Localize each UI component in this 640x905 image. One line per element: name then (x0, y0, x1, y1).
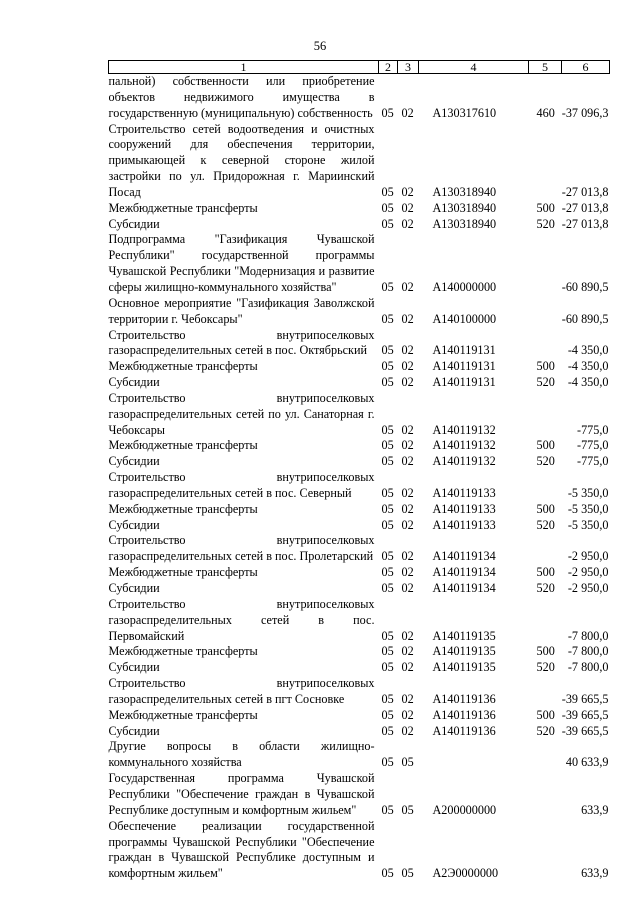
row-section: 05 (381, 105, 394, 120)
row-section: 05 (381, 184, 394, 199)
row-amount: 633,9 (581, 866, 609, 881)
row-section: 05 (381, 755, 394, 770)
row-amount: -39 665,5 (561, 691, 609, 706)
row-expense-type (529, 597, 562, 645)
table-row (109, 676, 610, 708)
row-expense-type (529, 470, 562, 502)
row-expense-type: 520 (536, 375, 555, 390)
row-subsection: 02 (401, 501, 414, 516)
row-amount: -7 800,0 (567, 660, 609, 675)
row-subsection: 02 (401, 723, 414, 738)
row-target-article: А140119135 (432, 644, 496, 659)
row-subsection: 05 (401, 866, 414, 881)
table-row (109, 660, 610, 676)
row-name: Субсидии (108, 581, 160, 595)
row-amount: 40 633,9 (565, 755, 609, 770)
row-target-article: А140119132 (432, 422, 496, 437)
table-row (109, 533, 610, 565)
row-target-article: А140119136 (432, 723, 496, 738)
row-target-article: А140100000 (432, 311, 497, 326)
column-header: 4 (419, 61, 529, 74)
row-name: Строительство внутрипоселковых газораспределительных сетей по ул. Санаторная г. Чебоксары (108, 390, 375, 437)
table-row (109, 708, 610, 724)
row-section: 05 (381, 279, 394, 294)
row-subsection: 02 (401, 454, 414, 469)
row-subsection: 02 (401, 343, 414, 358)
row-amount: -37 096,3 (561, 105, 609, 120)
row-amount: -2 950,0 (567, 581, 609, 595)
column-header: 6 (562, 61, 610, 74)
row-amount: -775,0 (577, 454, 609, 469)
row-target-article: А140119136 (432, 707, 496, 722)
row-name: Строительство внутрипоселковых газораспределительных сетей в пос. Пролетарский (108, 533, 375, 564)
row-section: 05 (381, 216, 394, 231)
row-section: 05 (381, 422, 394, 437)
row-section: 05 (381, 375, 394, 390)
row-name: Строительство внутрипоселковых газораспределительных сетей в пос. Первомайский (108, 596, 375, 643)
row-section: 05 (381, 454, 394, 469)
row-subsection: 02 (401, 279, 414, 294)
row-section: 05 (381, 565, 394, 580)
row-subsection: 02 (401, 200, 414, 215)
row-target-article: А140119136 (432, 691, 496, 706)
row-section: 05 (381, 691, 394, 706)
row-expense-type: 500 (536, 438, 555, 453)
table-row (109, 502, 610, 518)
row-expense-type (529, 771, 562, 819)
row-target-article: А140119131 (432, 375, 496, 390)
row-target-article: А140119133 (432, 501, 496, 516)
row-subsection: 02 (401, 216, 414, 231)
row-subsection: 02 (401, 707, 414, 722)
row-target-article: А140119135 (432, 660, 496, 675)
row-target-article (419, 739, 529, 771)
row-section: 05 (381, 501, 394, 516)
row-name: пальной) собственности или приобретение объектов недвижимого имущества в государственную (муниципальную) собственность (108, 74, 375, 120)
row-expense-type: 500 (536, 707, 555, 722)
column-header: 5 (529, 61, 562, 74)
row-subsection: 02 (401, 485, 414, 500)
row-amount: -5 350,0 (567, 485, 609, 500)
row-amount: 633,9 (581, 802, 609, 817)
row-amount: -4 350,0 (567, 375, 609, 390)
row-section: 05 (381, 723, 394, 738)
column-header: 2 (379, 61, 398, 74)
row-amount: -5 350,0 (567, 501, 609, 516)
table-row (109, 565, 610, 581)
row-name: Строительство внутрипоселковых газораспределительных сетей в пгт Сосновке (108, 676, 375, 706)
row-amount: -4 350,0 (567, 343, 609, 358)
row-amount: -4 350,0 (567, 359, 609, 374)
row-expense-type (529, 676, 562, 708)
row-amount: -27 013,8 (561, 200, 609, 215)
row-expense-type (529, 122, 562, 201)
row-section: 05 (381, 359, 394, 374)
column-header: 3 (398, 61, 419, 74)
table-row (109, 375, 610, 391)
table-row (109, 391, 610, 439)
row-subsection: 02 (401, 549, 414, 564)
row-name: Межбюджетные трансферты (108, 501, 258, 516)
row-subsection: 02 (401, 517, 414, 532)
row-amount: -7 800,0 (567, 628, 609, 643)
row-target-article: А140119131 (432, 343, 496, 358)
row-subsection: 02 (401, 628, 414, 643)
page-number: 56 (313, 39, 327, 53)
table-header-row (109, 61, 610, 74)
row-name: Межбюджетные трансферты (108, 707, 258, 722)
table-row (109, 74, 610, 122)
row-target-article: А140119133 (432, 485, 496, 500)
row-section: 05 (381, 343, 394, 358)
row-amount: -5 350,0 (567, 517, 609, 532)
row-subsection: 02 (401, 422, 414, 437)
table-row (109, 518, 610, 534)
row-name: Межбюджетные трансферты (108, 644, 258, 659)
row-section: 05 (381, 485, 394, 500)
table-row (109, 438, 610, 454)
row-expense-type: 500 (536, 359, 555, 374)
row-target-article: А130318940 (432, 216, 497, 231)
row-expense-type: 520 (536, 216, 555, 231)
row-target-article: А140119132 (432, 438, 496, 453)
row-target-article: А2Э0000000 (432, 866, 499, 881)
row-target-article: А140119134 (432, 549, 496, 564)
row-expense-type: 520 (536, 454, 555, 469)
row-subsection: 02 (401, 184, 414, 199)
row-expense-type: 520 (536, 581, 555, 595)
row-target-article: А140119132 (432, 454, 496, 469)
row-subsection: 05 (401, 802, 414, 817)
row-name: Субсидии (108, 216, 160, 231)
row-name: Строительство внутрипоселковых газораспределительных сетей в пос. Октябрьский (108, 327, 375, 358)
row-name: Субсидии (108, 723, 160, 738)
row-expense-type (529, 391, 562, 439)
table-row (109, 296, 610, 328)
row-target-article: А130317610 (432, 105, 497, 120)
row-expense-type (529, 533, 562, 565)
row-name: Обеспечение реализации государственной программы Чувашской Республики "Обеспечение граждан в Чувашской Республике доступным и комфортным жильем" (108, 818, 375, 881)
row-section: 05 (381, 707, 394, 722)
row-expense-type (529, 819, 562, 882)
table-row (109, 644, 610, 660)
row-expense-type: 500 (536, 200, 555, 215)
table-row (109, 201, 610, 217)
row-subsection: 02 (401, 438, 414, 453)
row-name: Межбюджетные трансферты (108, 359, 258, 374)
column-header: 1 (109, 61, 379, 74)
row-expense-type: 520 (536, 723, 555, 738)
row-name: Межбюджетные трансферты (108, 565, 258, 580)
table-row (109, 454, 610, 470)
table-row (109, 232, 610, 295)
table-row (109, 819, 610, 882)
row-expense-type (529, 296, 562, 328)
row-section: 05 (381, 660, 394, 675)
row-subsection: 02 (401, 565, 414, 580)
row-amount: -775,0 (577, 438, 609, 453)
row-section: 05 (381, 581, 394, 595)
row-target-article: А140119134 (432, 581, 496, 595)
row-section: 05 (381, 549, 394, 564)
row-expense-type: 520 (536, 517, 555, 532)
row-target-article: А140119135 (432, 628, 496, 643)
row-section: 05 (381, 517, 394, 532)
row-subsection: 02 (401, 691, 414, 706)
row-name: Другие вопросы в области жилищно-коммунального хозяйства (108, 739, 375, 770)
row-expense-type (529, 328, 562, 360)
row-name: Межбюджетные трансферты (108, 438, 258, 453)
row-expense-type: 520 (536, 660, 555, 675)
row-expense-type: 460 (536, 105, 555, 120)
row-subsection: 02 (401, 660, 414, 675)
table-row (109, 771, 610, 819)
table-row (109, 122, 610, 201)
row-expense-type: 500 (536, 644, 555, 659)
row-target-article: А130318940 (432, 184, 497, 199)
row-expense-type (529, 739, 562, 771)
row-subsection: 02 (401, 359, 414, 374)
row-amount: -60 890,5 (561, 279, 609, 294)
table-body (109, 74, 610, 883)
row-name: Субсидии (108, 375, 160, 390)
row-amount: -27 013,8 (561, 216, 609, 231)
row-target-article: А130318940 (432, 200, 497, 215)
row-target-article: А200000000 (432, 802, 497, 817)
row-name: Субсидии (108, 517, 160, 532)
table-row (109, 739, 610, 771)
row-target-article: А140119131 (432, 359, 496, 374)
row-amount: -7 800,0 (567, 644, 609, 659)
row-name: Подпрограмма "Газификация Чувашской Республики" государственной программы Чувашской Республики "Модернизация и развитие сферы жилищно-коммунального хозяйства" (108, 232, 375, 294)
row-amount: -39 665,5 (561, 707, 609, 722)
row-name: Субсидии (108, 660, 160, 675)
row-expense-type: 500 (536, 501, 555, 516)
table-row (109, 359, 610, 375)
row-name: Строительство сетей водоотведения и очистных сооружений для обеспечения территории, примыкающей к северной стороне жилой застройки по ул. Придорожная г. Мариинский Посад (108, 121, 375, 199)
row-amount: -2 950,0 (567, 549, 609, 564)
row-section: 05 (381, 311, 394, 326)
row-section: 05 (381, 200, 394, 215)
row-target-article: А140000000 (432, 279, 497, 294)
row-subsection: 02 (401, 581, 414, 595)
budget-table (108, 60, 610, 882)
row-section: 05 (381, 802, 394, 817)
row-subsection: 02 (401, 375, 414, 390)
row-subsection: 02 (401, 644, 414, 659)
row-amount: -775,0 (577, 422, 609, 437)
row-expense-type: 500 (536, 565, 555, 580)
row-name: Строительство внутрипоселковых газораспределительных сетей в пос. Северный (108, 470, 375, 500)
table-row (109, 724, 610, 740)
row-name: Государственная программа Чувашской Республики "Обеспечение граждан в Чувашской Республике доступным и комфортным жильем" (108, 771, 375, 817)
row-section: 05 (381, 438, 394, 453)
row-section: 05 (381, 644, 394, 659)
row-name: Межбюджетные трансферты (108, 200, 258, 215)
table-row (109, 328, 610, 360)
table-row (109, 217, 610, 233)
row-amount: -60 890,5 (561, 311, 609, 326)
row-section: 05 (381, 866, 394, 881)
row-name: Субсидии (108, 454, 160, 469)
table-row (109, 581, 610, 597)
row-amount: -27 013,8 (561, 184, 609, 199)
row-expense-type (529, 232, 562, 295)
row-section: 05 (381, 628, 394, 643)
table-row (109, 597, 610, 645)
row-subsection: 05 (401, 755, 414, 770)
row-amount: -2 950,0 (567, 565, 609, 580)
row-target-article: А140119134 (432, 565, 496, 580)
row-name: Основное мероприятие "Газификация Заволжской территории г. Чебоксары" (108, 295, 375, 326)
table-row (109, 470, 610, 502)
row-amount: -39 665,5 (561, 723, 609, 738)
row-subsection: 02 (401, 311, 414, 326)
row-subsection: 02 (401, 105, 414, 120)
row-target-article: А140119133 (432, 517, 496, 532)
